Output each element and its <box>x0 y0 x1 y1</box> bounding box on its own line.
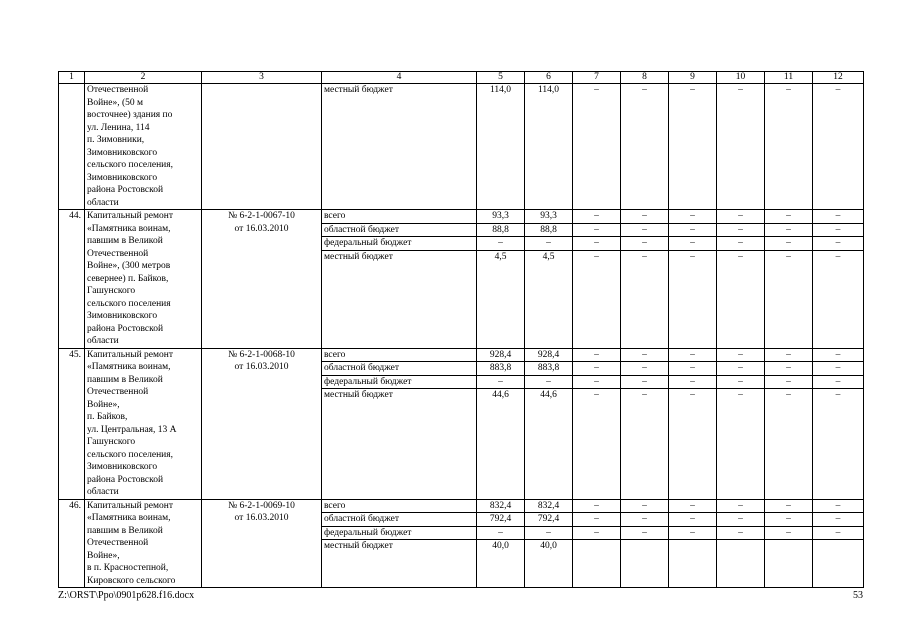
dash-cell: – <box>813 526 864 540</box>
value-cell: 883,8 <box>525 362 573 376</box>
dash-cell: – <box>813 210 864 224</box>
dash-cell: – <box>573 362 621 376</box>
budget-cell: местный бюджет <box>322 84 477 210</box>
value-cell: – <box>477 526 525 540</box>
budget-cell: местный бюджет <box>322 540 477 588</box>
value-cell: 832,4 <box>477 499 525 513</box>
dash-cell: – <box>717 250 765 348</box>
document-cell: № 6-2-1-0068-10 от 16.03.2010 <box>202 348 322 499</box>
dash-cell: – <box>621 223 669 237</box>
dash-cell: – <box>573 223 621 237</box>
dash-cell: – <box>765 499 813 513</box>
description-cell: Отечественной Войне», (50 м восточнее) здания по ул. Ленина, 114 п. Зимовники, Зимовниковского сельского поселения, Зимовниковского района Ростовской области <box>85 84 202 210</box>
header-cell: 11 <box>765 72 813 84</box>
dash-cell: – <box>765 237 813 251</box>
dash-cell: – <box>813 389 864 500</box>
dash-cell: – <box>765 84 813 210</box>
dash-cell: – <box>765 223 813 237</box>
budget-cell: федеральный бюджет <box>322 526 477 540</box>
dash-cell <box>813 540 864 588</box>
value-cell: 40,0 <box>477 540 525 588</box>
dash-cell: – <box>669 499 717 513</box>
value-cell: – <box>477 375 525 389</box>
dash-cell: – <box>669 223 717 237</box>
value-cell: 792,4 <box>525 513 573 527</box>
dash-cell: – <box>765 389 813 500</box>
budget-cell: федеральный бюджет <box>322 375 477 389</box>
row-number-cell: 46. <box>59 499 85 588</box>
dash-cell: – <box>573 237 621 251</box>
dash-cell: – <box>717 526 765 540</box>
dash-cell: – <box>717 223 765 237</box>
row-number-cell: 45. <box>59 348 85 499</box>
header-cell: 3 <box>202 72 322 84</box>
dash-cell: – <box>717 210 765 224</box>
dash-cell: – <box>813 250 864 348</box>
dash-cell: – <box>765 348 813 362</box>
dash-cell: – <box>621 237 669 251</box>
dash-cell <box>621 540 669 588</box>
dash-cell: – <box>669 389 717 500</box>
dash-cell: – <box>573 526 621 540</box>
dash-cell: – <box>813 348 864 362</box>
dash-cell: – <box>621 375 669 389</box>
header-cell: 12 <box>813 72 864 84</box>
budget-cell: всего <box>322 210 477 224</box>
value-cell: – <box>477 237 525 251</box>
dash-cell: – <box>621 84 669 210</box>
value-cell: 88,8 <box>525 223 573 237</box>
budget-cell: областной бюджет <box>322 362 477 376</box>
document-cell: № 6-2-1-0069-10 от 16.03.2010 <box>202 499 322 588</box>
page-number: 53 <box>853 590 863 601</box>
dash-cell <box>573 540 621 588</box>
table-row <box>59 348 864 362</box>
description-cell: Капитальный ремонт «Памятника воинам, павшим в Великой Отечественной Войне», п. Байков, ул. Центральная, 13 А Гашунского сельского поселения, Зимовниковского района Ростовской области <box>85 348 202 499</box>
file-path: Z:\ORST\Ppo\0901p628.f16.docx <box>58 590 195 601</box>
table-row <box>59 499 864 513</box>
dash-cell: – <box>621 250 669 348</box>
value-cell: 4,5 <box>477 250 525 348</box>
header-cell: 8 <box>621 72 669 84</box>
dash-cell: – <box>573 375 621 389</box>
value-cell: 44,6 <box>525 389 573 500</box>
value-cell: 4,5 <box>525 250 573 348</box>
table-row <box>59 84 864 210</box>
dash-cell: – <box>717 389 765 500</box>
dash-cell: – <box>573 84 621 210</box>
header-cell: 1 <box>59 72 85 84</box>
value-cell: 832,4 <box>525 499 573 513</box>
header-row <box>59 72 864 84</box>
dash-cell: – <box>717 84 765 210</box>
value-cell: 40,0 <box>525 540 573 588</box>
dash-cell: – <box>669 362 717 376</box>
dash-cell: – <box>765 375 813 389</box>
dash-cell: – <box>813 84 864 210</box>
dash-cell: – <box>717 513 765 527</box>
dash-cell: – <box>813 362 864 376</box>
dash-cell: – <box>669 210 717 224</box>
value-cell: – <box>525 237 573 251</box>
dash-cell: – <box>669 250 717 348</box>
dash-cell <box>669 540 717 588</box>
dash-cell: – <box>669 84 717 210</box>
dash-cell: – <box>573 389 621 500</box>
value-cell: – <box>525 526 573 540</box>
dash-cell: – <box>717 348 765 362</box>
dash-cell: – <box>765 526 813 540</box>
dash-cell: – <box>621 389 669 500</box>
row-number-cell: 44. <box>59 210 85 349</box>
dash-cell: – <box>765 362 813 376</box>
value-cell: 114,0 <box>477 84 525 210</box>
budget-cell: федеральный бюджет <box>322 237 477 251</box>
dash-cell: – <box>765 513 813 527</box>
dash-cell: – <box>813 513 864 527</box>
dash-cell: – <box>813 499 864 513</box>
row-number-cell <box>59 84 85 210</box>
header-cell: 7 <box>573 72 621 84</box>
budget-cell: местный бюджет <box>322 250 477 348</box>
dash-cell: – <box>813 237 864 251</box>
dash-cell: – <box>573 210 621 224</box>
dash-cell: – <box>621 513 669 527</box>
value-cell: 928,4 <box>525 348 573 362</box>
dash-cell <box>765 540 813 588</box>
dash-cell: – <box>765 210 813 224</box>
value-cell: 93,3 <box>525 210 573 224</box>
dash-cell: – <box>717 362 765 376</box>
value-cell: – <box>525 375 573 389</box>
dash-cell: – <box>717 375 765 389</box>
value-cell: 928,4 <box>477 348 525 362</box>
dash-cell: – <box>669 513 717 527</box>
value-cell: 93,3 <box>477 210 525 224</box>
dash-cell <box>717 540 765 588</box>
description-cell: Капитальный ремонт «Памятника воинам, павшим в Великой Отечественной Войне», в п. Красностепной, Кировского сельского <box>85 499 202 588</box>
dash-cell: – <box>813 375 864 389</box>
dash-cell: – <box>813 223 864 237</box>
dash-cell: – <box>669 375 717 389</box>
budget-cell: всего <box>322 499 477 513</box>
dash-cell: – <box>573 513 621 527</box>
dash-cell: – <box>621 526 669 540</box>
dash-cell: – <box>621 210 669 224</box>
value-cell: 88,8 <box>477 223 525 237</box>
header-cell: 2 <box>85 72 202 84</box>
header-cell: 6 <box>525 72 573 84</box>
value-cell: 883,8 <box>477 362 525 376</box>
description-cell: Капитальный ремонт «Памятника воинам, павшим в Великой Отечественной Войне», (300 метров севернее) п. Байков, Гашунского сельского поселения Зимовниковского района Ростовской области <box>85 210 202 349</box>
document-cell <box>202 84 322 210</box>
budget-cell: областной бюджет <box>322 223 477 237</box>
header-cell: 10 <box>717 72 765 84</box>
budget-table <box>58 71 864 588</box>
table-row <box>59 210 864 224</box>
dash-cell: – <box>621 362 669 376</box>
dash-cell: – <box>573 250 621 348</box>
budget-cell: местный бюджет <box>322 389 477 500</box>
budget-cell: всего <box>322 348 477 362</box>
document-cell: № 6-2-1-0067-10 от 16.03.2010 <box>202 210 322 349</box>
header-cell: 9 <box>669 72 717 84</box>
value-cell: 44,6 <box>477 389 525 500</box>
value-cell: 792,4 <box>477 513 525 527</box>
dash-cell: – <box>765 250 813 348</box>
dash-cell: – <box>573 499 621 513</box>
header-cell: 4 <box>322 72 477 84</box>
dash-cell: – <box>621 348 669 362</box>
dash-cell: – <box>717 237 765 251</box>
header-cell: 5 <box>477 72 525 84</box>
budget-cell: областной бюджет <box>322 513 477 527</box>
dash-cell: – <box>717 499 765 513</box>
dash-cell: – <box>669 348 717 362</box>
dash-cell: – <box>669 526 717 540</box>
value-cell: 114,0 <box>525 84 573 210</box>
dash-cell: – <box>621 499 669 513</box>
dash-cell: – <box>669 237 717 251</box>
dash-cell: – <box>573 348 621 362</box>
